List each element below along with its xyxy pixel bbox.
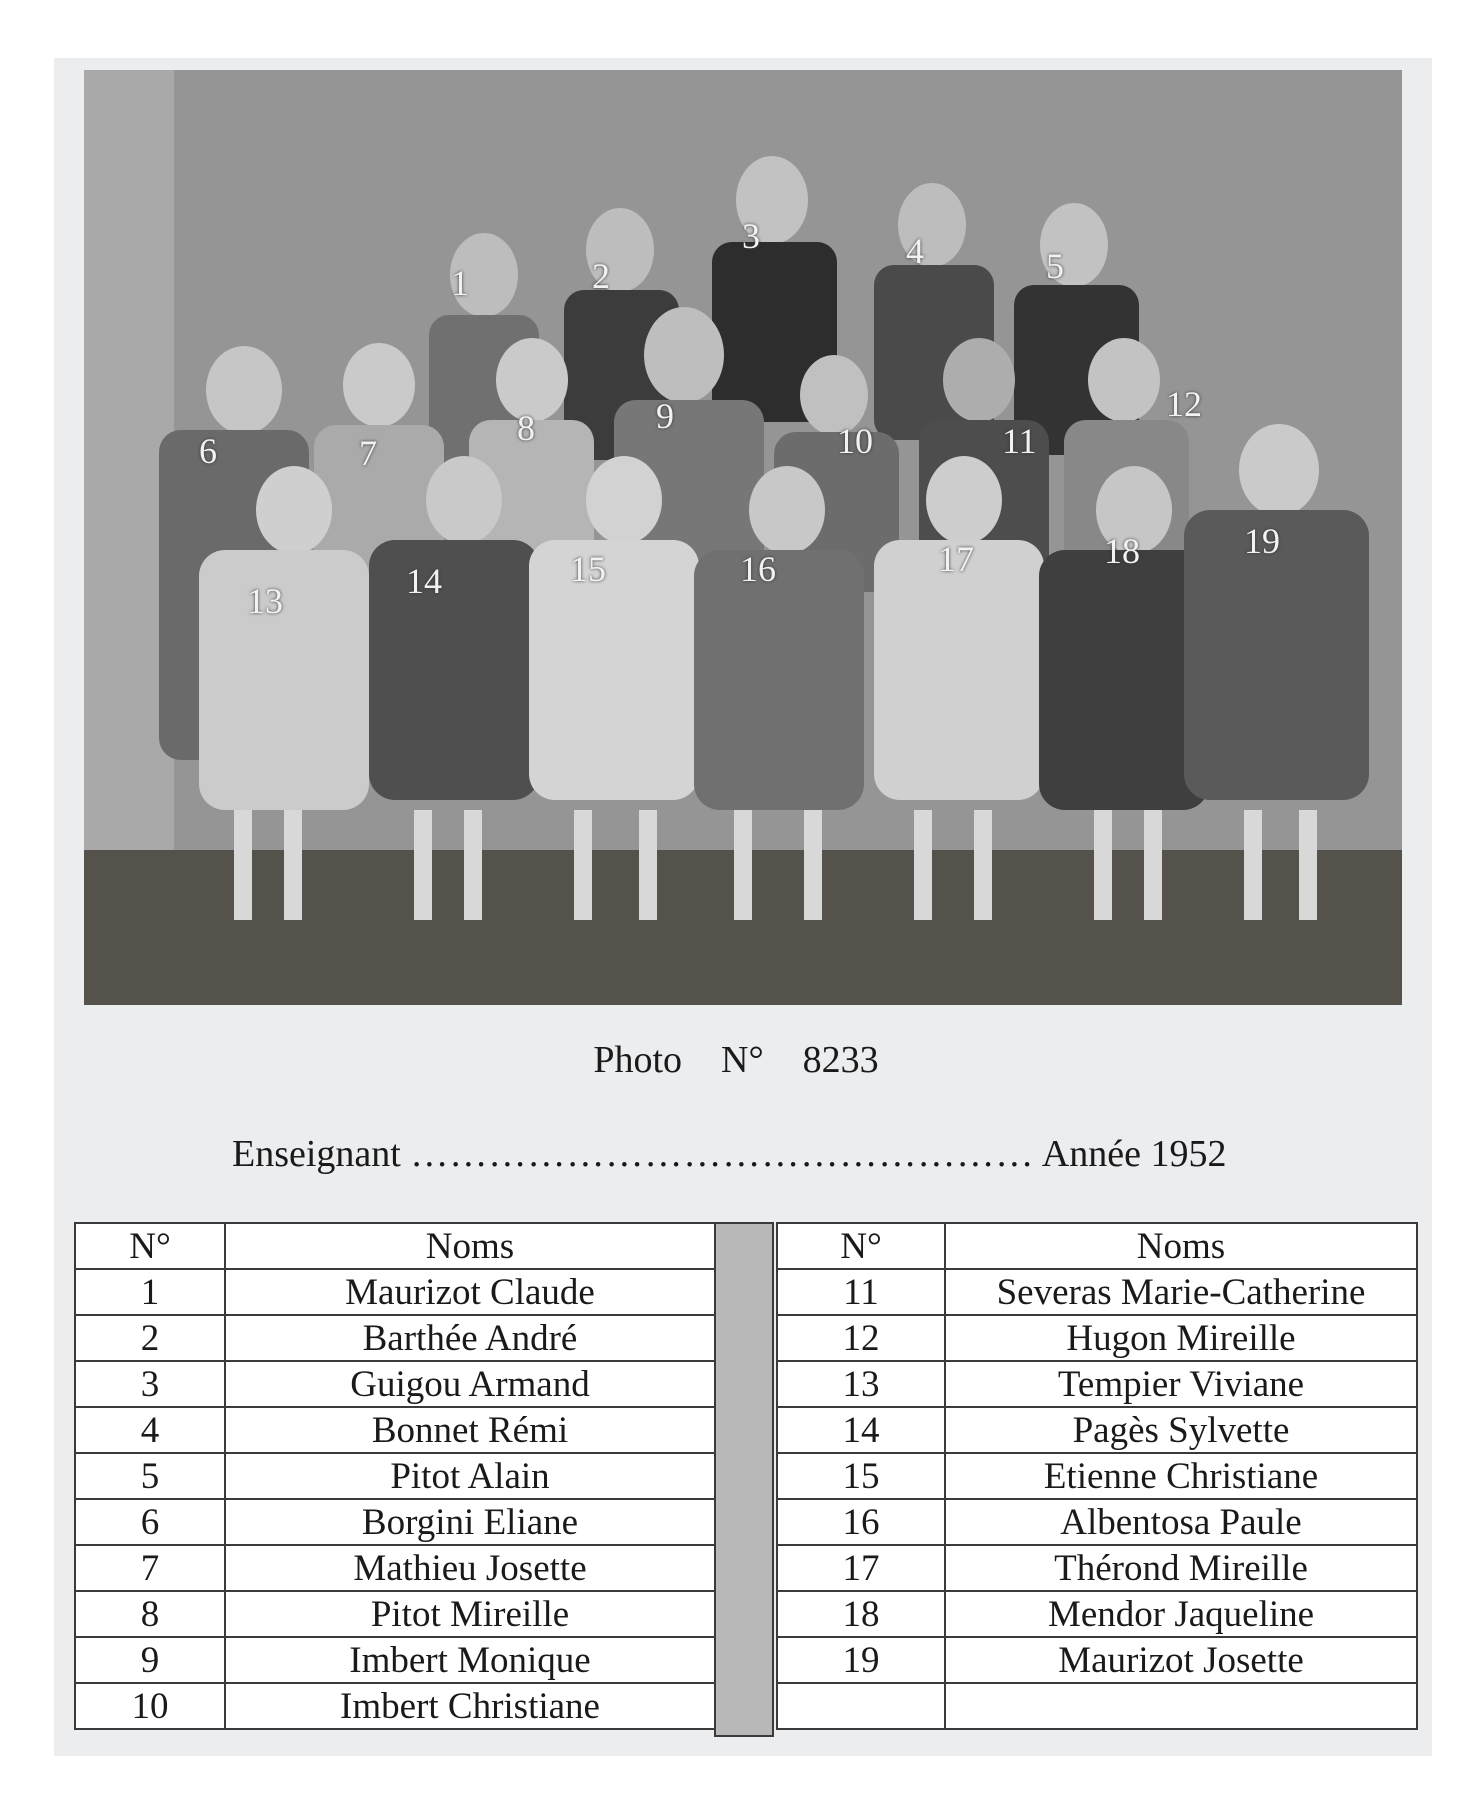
table-row: [75, 1591, 715, 1637]
table-row: [777, 1315, 1417, 1361]
row-name: [945, 1683, 1417, 1729]
row-name: Pagès Sylvette: [945, 1407, 1417, 1453]
table-row: [777, 1545, 1417, 1591]
photo-label-10: 10: [837, 421, 873, 461]
photo-label-11: 11: [1002, 421, 1037, 461]
photo-label-18: 18: [1104, 531, 1140, 571]
photo-label-5: 5: [1046, 246, 1064, 286]
row-name: Tempier Viviane: [945, 1361, 1417, 1407]
row-name: Severas Marie-Catherine: [945, 1269, 1417, 1315]
table-row: [777, 1683, 1417, 1729]
row-name: Pitot Alain: [225, 1453, 715, 1499]
table-row: [777, 1407, 1417, 1453]
photo-label-14: 14: [406, 561, 442, 601]
class-photo-illustration: [84, 70, 1402, 1005]
row-num: 12: [777, 1315, 945, 1361]
table-header-row: [75, 1223, 715, 1269]
row-num: 10: [75, 1683, 225, 1729]
names-table-left: [74, 1222, 716, 1730]
teacher-dots: …………………………………………: [410, 1133, 1035, 1175]
table-row: [75, 1637, 715, 1683]
table-row: [75, 1683, 715, 1729]
row-num: 17: [777, 1545, 945, 1591]
row-name: Imbert Monique: [225, 1637, 715, 1683]
photo-label-12: 12: [1166, 384, 1202, 424]
photo-label-8: 8: [517, 408, 535, 448]
row-num: 13: [777, 1361, 945, 1407]
row-name: Hugon Mireille: [945, 1315, 1417, 1361]
row-num: 2: [75, 1315, 225, 1361]
photo-label-7: 7: [359, 433, 377, 473]
row-name: Borgini Eliane: [225, 1499, 715, 1545]
table-row: [75, 1269, 715, 1315]
row-num: 19: [777, 1637, 945, 1683]
photo-label-16: 16: [740, 549, 776, 589]
row-name: Maurizot Claude: [225, 1269, 715, 1315]
table-separator: [714, 1222, 774, 1737]
row-num: 9: [75, 1637, 225, 1683]
photo-label-6: 6: [199, 431, 217, 471]
header-num: N°: [75, 1223, 225, 1269]
photo-caption: Photo N° 8233: [593, 1039, 879, 1081]
row-name: Etienne Christiane: [945, 1453, 1417, 1499]
row-num: 11: [777, 1269, 945, 1315]
photo-label-17: 17: [938, 539, 974, 579]
table-header-row: [777, 1223, 1417, 1269]
row-name: Albentosa Paule: [945, 1499, 1417, 1545]
photo-label-1: 1: [451, 263, 469, 303]
table-row: [777, 1269, 1417, 1315]
table-row: [75, 1453, 715, 1499]
row-name: Barthée André: [225, 1315, 715, 1361]
table-row: [777, 1361, 1417, 1407]
row-num: 6: [75, 1499, 225, 1545]
teacher-label: Enseignant: [232, 1133, 401, 1175]
row-num: [777, 1683, 945, 1729]
photo-label-2: 2: [592, 256, 610, 296]
row-num: 5: [75, 1453, 225, 1499]
photo-label-9: 9: [656, 396, 674, 436]
photo-label-15: 15: [570, 549, 606, 589]
table-row: [75, 1315, 715, 1361]
year-label: Année 1952: [1041, 1133, 1227, 1175]
row-name: Maurizot Josette: [945, 1637, 1417, 1683]
row-name: Mendor Jaqueline: [945, 1591, 1417, 1637]
row-num: 3: [75, 1361, 225, 1407]
row-name: Imbert Christiane: [225, 1683, 715, 1729]
header-num: N°: [777, 1223, 945, 1269]
row-num: 14: [777, 1407, 945, 1453]
photo-label-13: 13: [247, 581, 283, 621]
row-name: Mathieu Josette: [225, 1545, 715, 1591]
table-row: [777, 1453, 1417, 1499]
row-name: Guigou Armand: [225, 1361, 715, 1407]
names-table-right: [776, 1222, 1418, 1730]
row-num: 16: [777, 1499, 945, 1545]
table-row: [75, 1499, 715, 1545]
table-row: [75, 1361, 715, 1407]
table-row: [777, 1637, 1417, 1683]
row-num: 15: [777, 1453, 945, 1499]
row-num: 18: [777, 1591, 945, 1637]
table-row: [777, 1591, 1417, 1637]
photo-label-4: 4: [906, 231, 924, 271]
header-name: Noms: [945, 1223, 1417, 1269]
row-num: 8: [75, 1591, 225, 1637]
class-photo: [84, 70, 1402, 1005]
row-num: 7: [75, 1545, 225, 1591]
photo-label-3: 3: [742, 216, 760, 256]
header-name: Noms: [225, 1223, 715, 1269]
table-row: [75, 1545, 715, 1591]
row-num: 4: [75, 1407, 225, 1453]
teacher-line: [232, 1132, 1226, 1176]
row-name: Pitot Mireille: [225, 1591, 715, 1637]
row-name: Bonnet Rémi: [225, 1407, 715, 1453]
row-name: Thérond Mireille: [945, 1545, 1417, 1591]
table-row: [75, 1407, 715, 1453]
photo-label-19: 19: [1244, 521, 1280, 561]
table-row: [777, 1499, 1417, 1545]
row-num: 1: [75, 1269, 225, 1315]
